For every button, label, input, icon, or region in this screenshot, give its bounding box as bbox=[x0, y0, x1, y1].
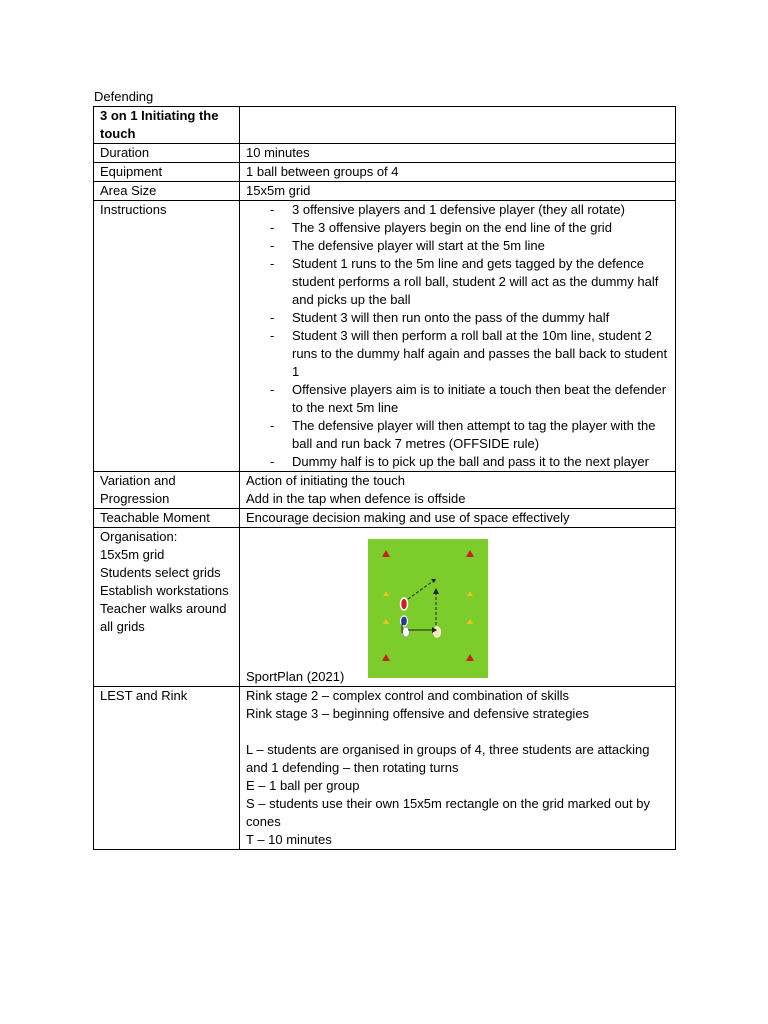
duration-row bbox=[94, 144, 676, 163]
arrow-head-icon bbox=[433, 588, 439, 594]
yellow-cone-icon bbox=[467, 591, 473, 596]
drill-field-diagram bbox=[368, 539, 488, 678]
lest-line: S – students use their own 15x5m rectangle on the grid marked out by cones bbox=[246, 796, 650, 829]
lest-blank-line bbox=[246, 723, 669, 741]
organisation-line: Organisation: bbox=[100, 529, 178, 544]
page-heading: Defending bbox=[94, 89, 154, 104]
instructions-row bbox=[94, 201, 676, 472]
lest-row bbox=[94, 687, 676, 850]
instruction-item: - Student 1 runs to the 5m line and gets tagged by the defence student performs a roll ball, student 2 will act as the dummy half and picks up the ball bbox=[246, 255, 669, 309]
organisation-figure-cell bbox=[240, 528, 676, 687]
duration-label: Duration bbox=[94, 144, 240, 163]
activity-title: 3 on 1 Initiating the touch bbox=[94, 107, 240, 144]
red-cone-icon bbox=[382, 654, 390, 661]
organisation-line: Teacher walks around all grids bbox=[100, 601, 227, 634]
lest-line: T – 10 minutes bbox=[246, 832, 332, 847]
area-row bbox=[94, 182, 676, 201]
organisation-label-cell bbox=[94, 528, 240, 687]
instruction-item: - 3 offensive players and 1 defensive player (they all rotate) bbox=[246, 201, 669, 219]
teachable-value: Encourage decision making and use of space effectively bbox=[240, 509, 676, 528]
variation-line: Action of initiating the touch bbox=[246, 473, 405, 488]
instructions-list bbox=[246, 201, 669, 471]
yellow-cone-icon bbox=[467, 619, 473, 624]
variation-line: Add in the tap when defence is offside bbox=[246, 491, 466, 506]
variation-label: Variation and Progression bbox=[94, 472, 240, 509]
attacker-player-icon bbox=[403, 627, 410, 637]
organisation-line: Students select grids bbox=[100, 565, 221, 580]
lest-line: E – 1 ball per group bbox=[246, 778, 360, 793]
title-row bbox=[94, 107, 676, 144]
instruction-item: - The 3 offensive players begin on the end line of the grid bbox=[246, 219, 669, 237]
lest-cell bbox=[240, 687, 676, 850]
organisation-line: Establish workstations bbox=[100, 583, 229, 598]
equipment-row bbox=[94, 163, 676, 182]
teachable-row bbox=[94, 509, 676, 528]
lest-label: LEST and Rink bbox=[94, 687, 240, 850]
drill-diagram-svg bbox=[368, 539, 488, 678]
equipment-label: Equipment bbox=[94, 163, 240, 182]
red-cone-icon bbox=[382, 550, 390, 557]
lest-line: Rink stage 2 – complex control and combination of skills bbox=[246, 688, 569, 703]
red-cone-icon bbox=[466, 550, 474, 557]
instructions-label: Instructions bbox=[94, 201, 240, 472]
area-value: 15x5m grid bbox=[240, 182, 676, 201]
red-cone-icon bbox=[466, 654, 474, 661]
organisation-row bbox=[94, 528, 676, 687]
instruction-item: - Dummy half is to pick up the ball and pass it to the next player bbox=[246, 453, 669, 471]
instruction-item: - Student 3 will then run onto the pass of the dummy half bbox=[246, 309, 669, 327]
organisation-line: 15x5m grid bbox=[100, 547, 165, 562]
title-value-cell bbox=[240, 107, 676, 144]
variation-cell bbox=[240, 472, 676, 509]
instruction-item: - The defensive player will then attempt to tag the player with the ball and run back 7 metres (OFFSIDE rule) bbox=[246, 417, 669, 453]
instruction-item: - Student 3 will then perform a roll ball at the 10m line, student 2 runs to the dummy half again and passes the ball back to student 1 bbox=[246, 327, 669, 381]
ball-carrier-player-icon bbox=[434, 627, 441, 637]
arrow-head-icon bbox=[431, 579, 436, 583]
yellow-cone-icon bbox=[383, 591, 389, 596]
lesson-plan-table bbox=[93, 106, 676, 850]
lest-line: Rink stage 3 – beginning offensive and defensive strategies bbox=[246, 706, 590, 721]
instructions-cell bbox=[240, 201, 676, 472]
instruction-item: - The defensive player will start at the 5m line bbox=[246, 237, 669, 255]
instruction-item: - Offensive players aim is to initiate a touch then beat the defender to the next 5m line bbox=[246, 381, 669, 417]
equipment-value: 1 ball between groups of 4 bbox=[240, 163, 676, 182]
yellow-cone-icon bbox=[383, 619, 389, 624]
teachable-label: Teachable Moment bbox=[94, 509, 240, 528]
duration-value: 10 minutes bbox=[240, 144, 676, 163]
defender-player-icon bbox=[401, 598, 408, 610]
figure-credit: SportPlan (2021) bbox=[246, 669, 345, 684]
area-label: Area Size bbox=[94, 182, 240, 201]
variation-row bbox=[94, 472, 676, 509]
lest-line: L – students are organised in groups of 4, three students are attacking and 1 defending – then rotating turns bbox=[246, 742, 650, 775]
